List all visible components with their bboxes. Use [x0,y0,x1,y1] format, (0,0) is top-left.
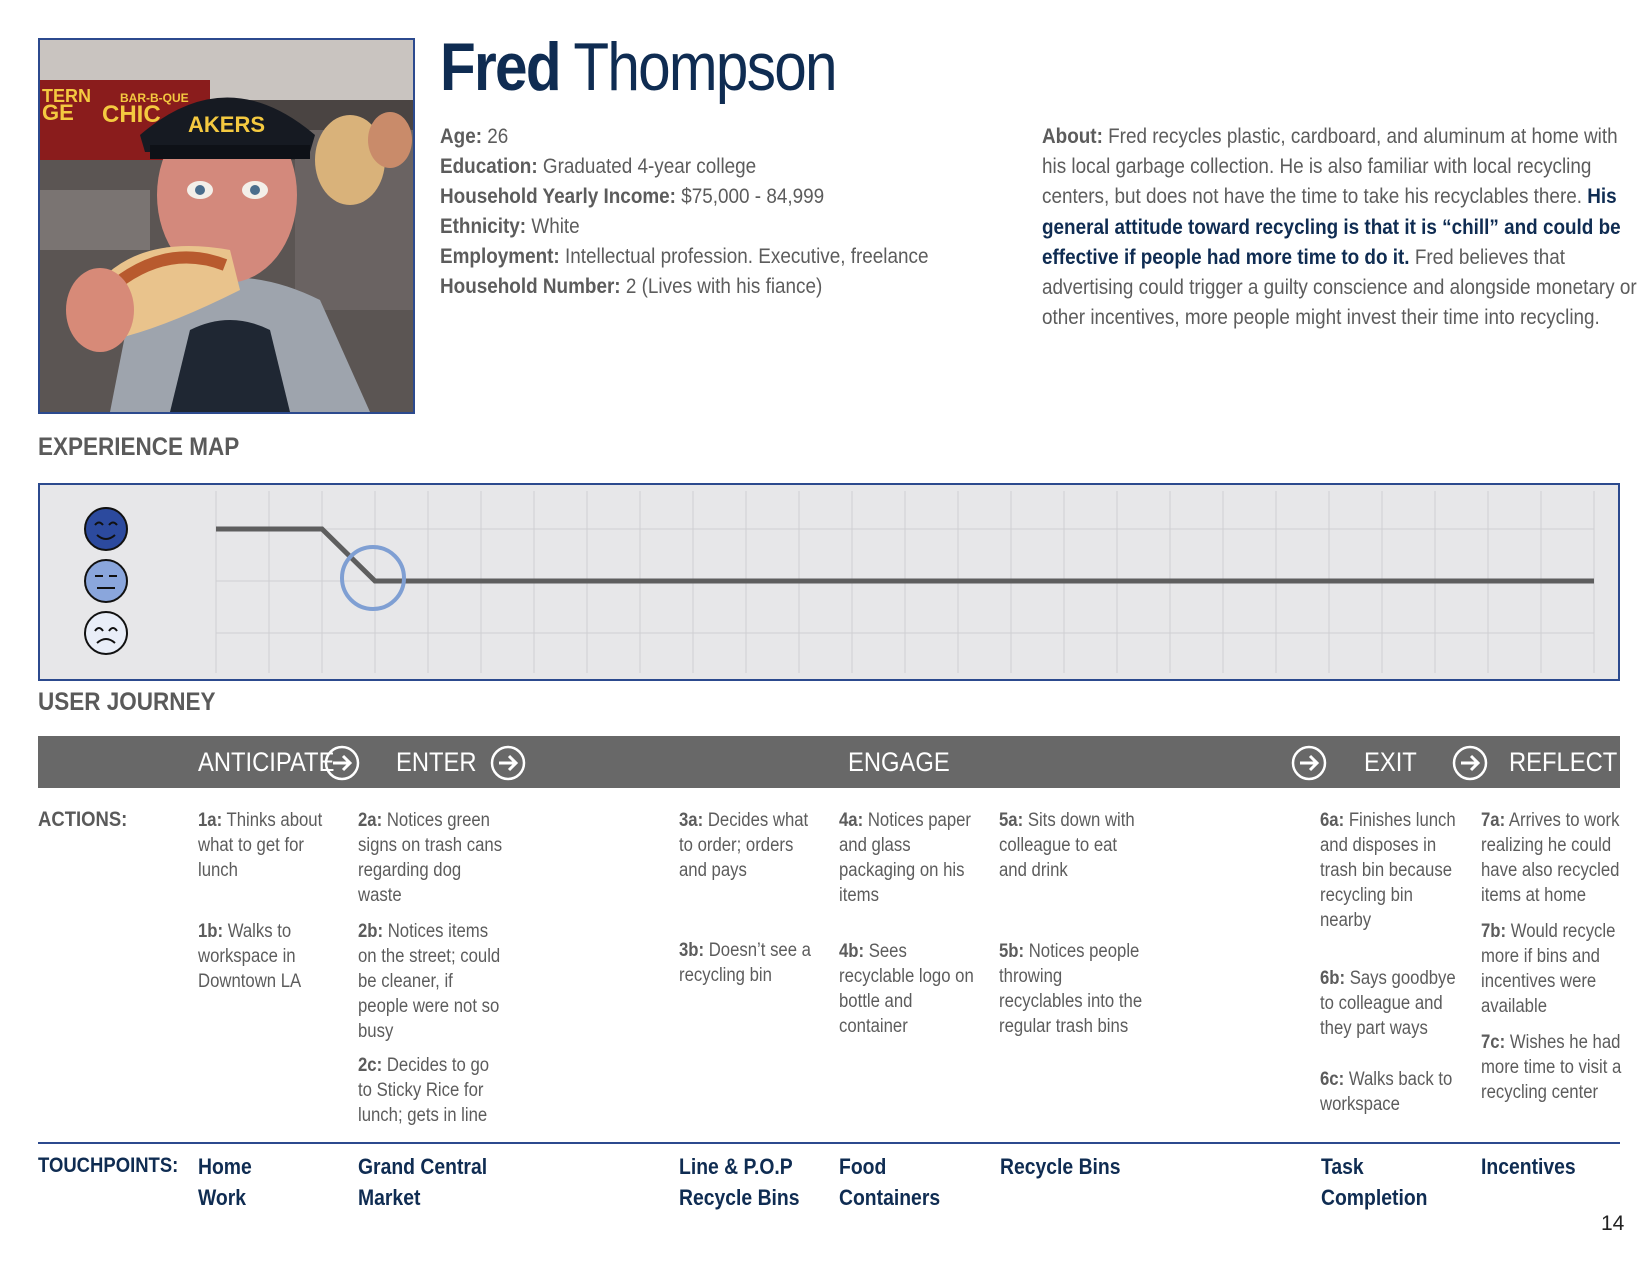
action-1b: 1b: Walks to workspace in Downtown LA [198,921,302,992]
user-journey-title: USER JOURNEY [38,688,216,716]
fact-household: Household Number: 2 (Lives with his fiance) [440,275,823,298]
about-text-2: Fred believes that advertising could trigger a guilty conscience and alongside monetary or other incentives, more people might invest their time into recycling. [1042,245,1637,330]
persona-name [440,26,836,108]
arrow-right-icon [1452,745,1488,781]
experience-map [38,483,1620,681]
fact-education: Education: Graduated 4-year college [440,155,757,178]
fact-income: Household Yearly Income: $75,000 - 84,999 [440,185,825,208]
action-3b: 3b: Doesn’t see a recycling bin [679,940,811,986]
persona-about [1042,122,1638,333]
action-6a: 6a: Finishes lunch and disposes in trash bin because recycling bin nearby [1320,810,1456,931]
action-2a: 2a: Notices green signs on trash cans regarding dog waste [358,810,503,906]
touchpoints-divider [38,1142,1620,1144]
action-7c: 7c: Wishes he had more time to visit a recycling center [1481,1032,1622,1103]
stage-engage: ENGAGE [848,747,950,777]
action-2b: 2b: Notices items on the street; could be cleaner, if people were not so busy [358,921,501,1042]
action-7a: 7a: Arrives to work realizing he could have also recycled items at home [1481,810,1620,906]
action-7b: 7b: Would recycle more if bins and incentives were available [1481,921,1616,1017]
action-6b: 6b: Says goodbye to colleague and they part ways [1320,968,1456,1039]
persona-first-name: Fred [440,29,560,105]
action-6c: 6c: Walks back to workspace [1320,1069,1453,1115]
action-2c: 2c: Decides to go to Sticky Rice for lunch; gets in line [358,1055,490,1126]
about-text-1: Fred recycles plastic, cardboard, and aluminum at home with his local garbage collection. He is also familiar with local recycling centers, but does not have the time to take his recyclables there. [1042,125,1618,209]
touchpoint-recycle-bins: Recycle Bins [1000,1154,1121,1179]
neutral-face-icon [85,560,127,602]
action-3a: 3a: Decides what to order; orders and pays [679,810,809,881]
stage-exit: EXIT [1364,747,1417,777]
touchpoint-grand-central: Grand Central Market [358,1154,488,1210]
action-5b: 5b: Notices people throwing recyclables into the regular trash bins [999,941,1143,1037]
touchpoint-food-containers: Food Containers [839,1154,941,1210]
photo-cap-text: AKERS [188,112,266,137]
fact-age: Age: 26 [440,125,509,148]
journey-stage-bar [38,736,1620,788]
action-1a: 1a: Thinks about what to get for lunch [198,810,323,881]
page-number: 14 [1601,1212,1625,1235]
photo-sign-text-1: TERN [42,86,91,106]
action-4b: 4b: Sees recyclable logo on bottle and container [839,941,974,1037]
action-4a: 4a: Notices paper and glass packaging on his items [839,810,971,906]
action-5a: 5a: Sits down with colleague to eat and drink [999,810,1135,881]
persona-facts [440,122,1000,302]
touchpoint-home-work: Home Work [198,1154,252,1210]
photo-sign-text-4: CHIC [102,101,161,128]
actions-label: ACTIONS: [38,808,128,831]
arrow-right-icon [1291,745,1327,781]
touchpoint-task-completion: Task Completion [1321,1154,1428,1210]
arrow-right-icon [324,745,360,781]
touchpoint-line-pop: Line & P.O.P Recycle Bins [679,1154,800,1210]
persona-photo [38,38,415,414]
touchpoint-incentives: Incentives [1481,1154,1576,1179]
photo-sign-text-3: BAR-B-QUE [120,91,189,105]
persona-last-name: Thompson [573,29,836,105]
stage-enter: ENTER [396,747,477,777]
stage-reflect: REFLECT [1509,747,1618,777]
about-highlight: His general attitude toward recycling is that it is “chill” and could be effective if people had more time to do it. [1042,185,1621,269]
arrow-right-icon [490,745,526,781]
stage-anticipate: ANTICIPATE [198,747,335,777]
photo-sign-text-2: GE [42,100,74,125]
experience-map-title: EXPERIENCE MAP [38,433,240,461]
sad-face-icon [85,612,127,654]
fact-employment: Employment: Intellectual profession. Executive, freelance [440,245,929,268]
fact-ethnicity: Ethnicity: White [440,215,580,238]
touchpoints-label: TOUCHPOINTS: [38,1154,179,1177]
about-label: About: [1042,125,1103,148]
happy-face-icon [85,508,127,550]
